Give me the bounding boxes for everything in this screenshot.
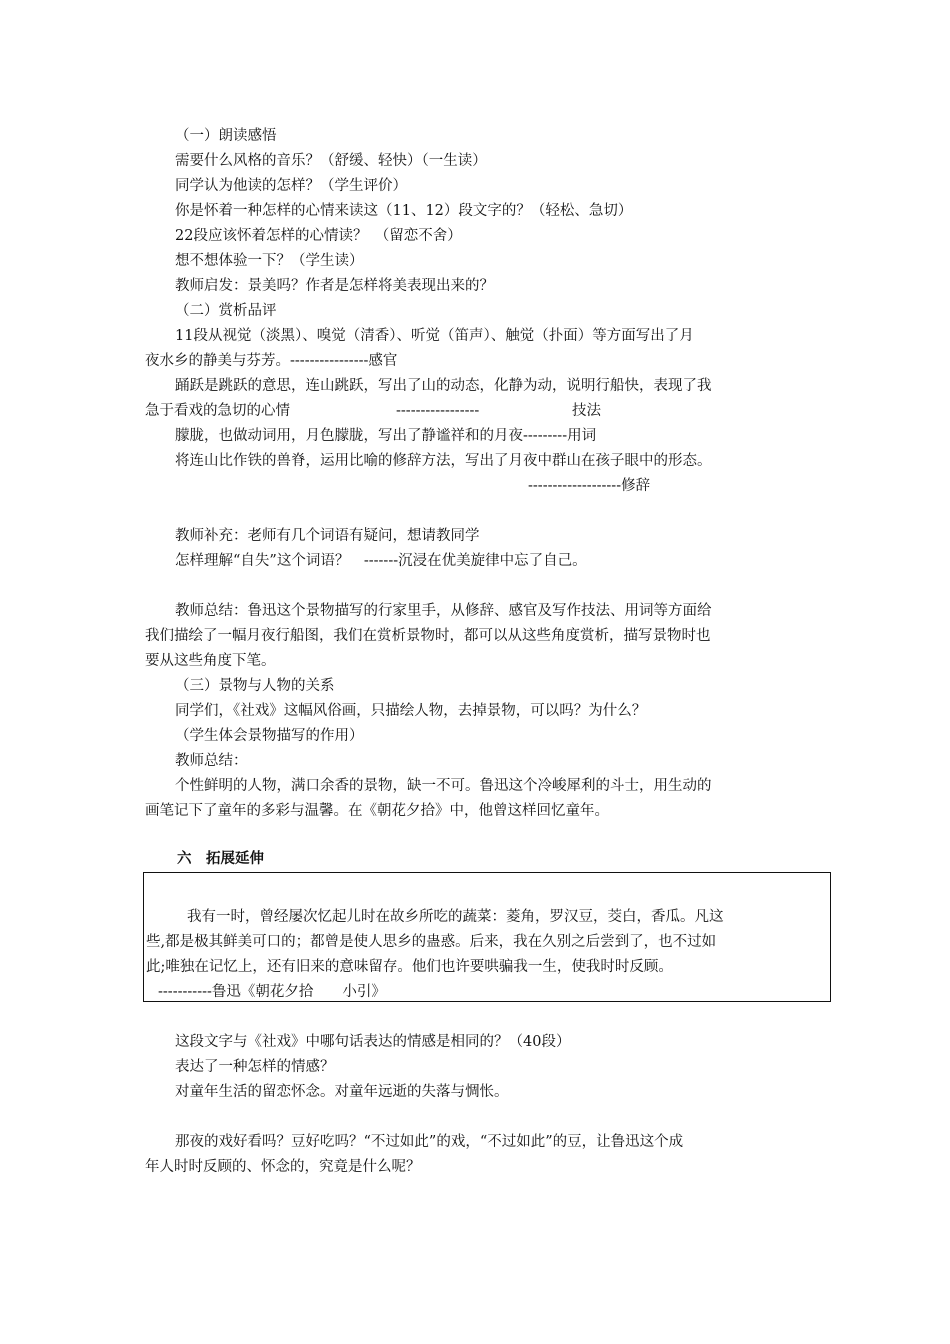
- section-three-paragraph: 画笔记下了童年的多彩与温馨。在《朝花夕拾》中，他曾这样回忆童年。: [145, 803, 609, 819]
- closing-paragraph: 年人时时反顾的、怀念的，究竟是什么呢？: [145, 1159, 421, 1175]
- section-one-line: 22段应该怀着怎样的心情读？ （留恋不舍）: [175, 228, 462, 244]
- quote-line: 些,都是极其鲜美可口的；都曾是使人思乡的蛊惑。后来，我在久别之后尝到了，也不过如: [146, 934, 717, 950]
- section-one-line: 教师启发：景美吗？作者是怎样将美表现出来的？: [175, 278, 494, 294]
- summary-paragraph: 要从这些角度下笔。: [145, 653, 276, 669]
- section-one-line: 需要什么风格的音乐？（舒缓、轻快）（一生读）: [175, 153, 487, 169]
- section-two-heading: （二）赏析品评: [175, 303, 277, 319]
- quote-line: 此;唯独在记忆上，还有旧来的意味留存。他们也许要哄骗我一生，使我时时反顾。: [146, 959, 673, 975]
- quote-source: -----------鲁迅《朝花夕拾 小引》: [158, 984, 386, 1000]
- answer-line: 对童年生活的留恋怀念。对童年远逝的失落与惆怅。: [175, 1084, 509, 1100]
- section-three-line: （学生体会景物描写的作用）: [175, 728, 364, 744]
- quote-box: [143, 872, 831, 1002]
- analysis-paragraph: 夜水乡的静美与芬芳。----------------感官: [145, 353, 398, 369]
- analysis-paragraph: 朦胧，也做动词用，月色朦胧，写出了静谧祥和的月夜---------用词: [175, 428, 597, 444]
- analysis-paragraph: 踊跃是跳跃的意思，连山跳跃，写出了山的动态，化静为动，说明行船快，表现了我: [175, 378, 712, 394]
- analysis-paragraph: 将连山比作铁的兽脊，运用比喻的修辞方法，写出了月夜中群山在孩子眼中的形态。: [175, 453, 712, 469]
- section-six-heading: 六 拓展延伸: [177, 851, 264, 867]
- question-line: 这段文字与《社戏》中哪句话表达的情感是相同的？（40段）: [175, 1034, 571, 1050]
- supplement-line: 怎样理解“自失”这个词语？ -------沉浸在优美旋律中忘了自己。: [175, 553, 587, 569]
- analysis-dashes: -----------------: [396, 403, 480, 419]
- section-three-line: 教师总结：: [175, 753, 248, 769]
- closing-paragraph: 那夜的戏好看吗？豆好吃吗？“不过如此”的戏，“不过如此”的豆，让鲁迅这个成: [175, 1134, 684, 1150]
- question-line: 表达了一种怎样的情感？: [175, 1059, 335, 1075]
- analysis-paragraph: 急于看戏的急切的心情: [145, 403, 290, 419]
- section-three-paragraph: 个性鲜明的人物，满口余香的景物，缺一不可。鲁迅这个冷峻犀利的斗士，用生动的: [175, 778, 712, 794]
- supplement-line: 教师补充：老师有几个词语有疑问，想请教同学: [175, 528, 480, 544]
- analysis-paragraph: 11段从视觉（淡黑）、嗅觉（清香）、听觉（笛声）、触觉（扑面）等方面写出了月: [175, 328, 694, 344]
- analysis-tag: -------------------修辞: [528, 478, 651, 494]
- analysis-tag: 技法: [572, 403, 601, 419]
- summary-paragraph: 教师总结：鲁迅这个景物描写的行家里手，从修辞、感官及写作技法、用词等方面给: [175, 603, 712, 619]
- section-one-line: 想不想体验一下？（学生读）: [175, 253, 364, 269]
- quote-line: 我有一时，曾经屡次忆起儿时在故乡所吃的蔬菜：菱角，罗汉豆，茭白，香瓜。凡这: [187, 909, 724, 925]
- summary-paragraph: 我们描绘了一幅月夜行船图，我们在赏析景物时，都可以从这些角度赏析，描写景物时也: [145, 628, 711, 644]
- section-one-heading: （一）朗读感悟: [175, 128, 277, 144]
- section-one-line: 同学认为他读的怎样？（学生评价）: [175, 178, 407, 194]
- section-one-line: 你是怀着一种怎样的心情来读这（11、12）段文字的？（轻松、急切）: [175, 203, 633, 219]
- section-three-heading: （三）景物与人物的关系: [175, 678, 335, 694]
- section-three-line: 同学们，《社戏》这幅风俗画，只描绘人物，去掉景物，可以吗？为什么？: [175, 703, 647, 719]
